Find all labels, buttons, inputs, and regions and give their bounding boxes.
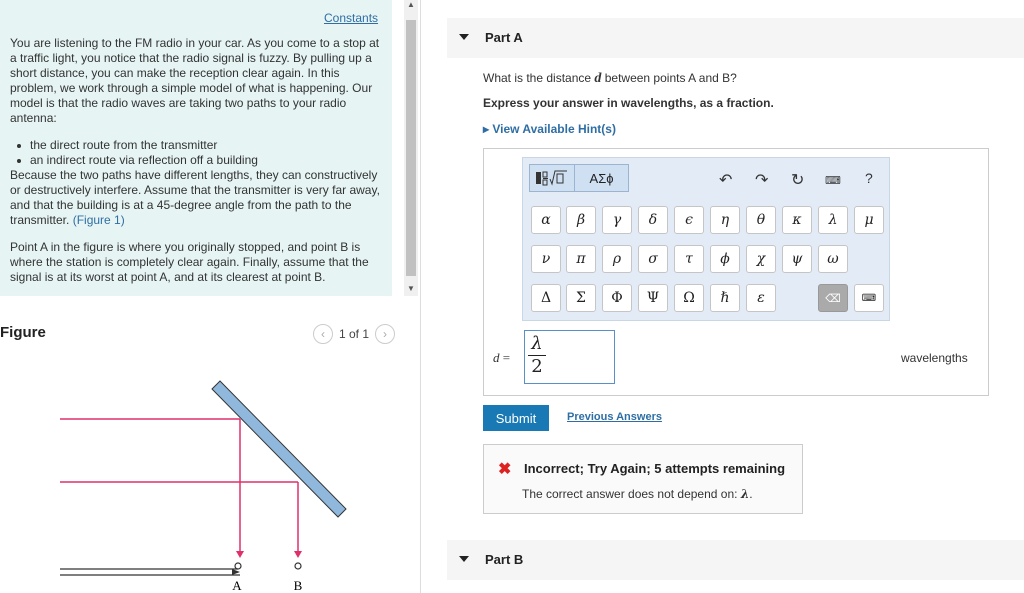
key-hbar[interactable]: ℏ	[710, 284, 740, 312]
answer-eq: =	[502, 350, 511, 365]
point-a-label: A	[232, 578, 242, 593]
incorrect-x-icon: ✖	[498, 461, 512, 478]
part-a-label: Part A	[485, 30, 523, 45]
reset-icon[interactable]: ↻	[791, 172, 805, 189]
point-b-marker	[295, 563, 301, 569]
next-figure-icon[interactable]: ›	[375, 324, 395, 344]
ray-arrow-a-icon	[236, 551, 244, 558]
template-tabs	[529, 164, 629, 192]
problem-scrollbar[interactable]	[404, 0, 418, 296]
scroll-thumb[interactable]	[406, 20, 416, 276]
keyboard-icon[interactable]: ⌨	[825, 175, 841, 187]
problem-para2	[10, 168, 382, 228]
submit-button[interactable]: Submit	[483, 405, 549, 431]
key-eta[interactable]: η	[710, 206, 740, 234]
fraction-template-button[interactable]	[530, 165, 575, 191]
key-omega[interactable]: ω	[818, 245, 848, 273]
pager-text: 1 of 1	[339, 327, 370, 341]
fraction-numerator: λ	[531, 333, 543, 354]
key-tau[interactable]: τ	[674, 245, 704, 273]
para2-text: Because the two paths have different lengths, they can constructively or destructively interfere. Assume that the transmitter is very far away, and that the building is at a 45-degree angle from the path to the transmitter.	[10, 168, 380, 227]
key-theta[interactable]: θ	[746, 206, 776, 234]
undo-icon[interactable]: ↶	[719, 172, 733, 189]
feedback-title: Incorrect; Try Again; 5 attempts remaining	[524, 461, 786, 476]
bullet-indirect-route: an indirect route via reflection off a building	[30, 153, 370, 168]
road-arrow-icon	[232, 569, 240, 575]
ray-arrow-b-icon	[294, 551, 302, 558]
part-b-header[interactable]	[447, 540, 1024, 580]
key-sigma[interactable]: σ	[638, 245, 668, 273]
constants-link[interactable]: Constants	[324, 11, 379, 25]
fraction-denominator: 2	[531, 356, 543, 377]
panel-divider	[420, 0, 421, 593]
help-icon[interactable]: ?	[865, 170, 873, 186]
key-phi-upper[interactable]: Φ	[602, 284, 632, 312]
redo-icon[interactable]: ↷	[755, 172, 769, 189]
point-b-label: B	[293, 578, 303, 593]
key-psi-upper[interactable]: Ψ	[638, 284, 668, 312]
key-kappa[interactable]: κ	[782, 206, 812, 234]
answer-label	[493, 350, 510, 366]
figure-title: Figure	[0, 324, 46, 341]
problem-para3: Point A in the figure is where you originally stopped, and point B is where the station is completely clear again. Finally, assume that the signal is at its worst at point A, and at its clearest at point B.	[10, 240, 369, 284]
instruction-text: Express your answer in wavelengths, as a fraction.	[483, 96, 774, 110]
bullet-direct-route: the direct route from the transmitter	[30, 138, 370, 153]
fraction-sqrt-icon	[534, 169, 570, 187]
scroll-up-arrow-icon[interactable]: ▲	[407, 0, 415, 9]
key-pi[interactable]: π	[566, 245, 596, 273]
key-lambda[interactable]: λ	[818, 206, 848, 234]
question-post: between points A and B?	[601, 71, 737, 85]
key-psi[interactable]: ψ	[782, 245, 812, 273]
question-var: d	[594, 71, 602, 86]
key-phi[interactable]: ϕ	[710, 245, 740, 273]
question-pre: What is the distance	[483, 71, 595, 85]
answer-fraction	[528, 334, 546, 377]
key-rho[interactable]: ρ	[602, 245, 632, 273]
key-epsilon[interactable]: ϵ	[674, 206, 704, 234]
prev-figure-icon[interactable]: ‹	[313, 324, 333, 344]
hints-label: View Available Hint(s)	[492, 122, 616, 136]
keyboard-toggle-icon[interactable]: ⌨	[854, 284, 884, 312]
point-a-marker	[235, 563, 241, 569]
key-alpha[interactable]: α	[531, 206, 561, 234]
part-b-label: Part B	[485, 552, 524, 567]
problem-statement	[0, 0, 392, 296]
feedback-message	[522, 487, 753, 501]
collapse-triangle-icon[interactable]	[459, 34, 469, 40]
key-delta-upper[interactable]: Δ	[531, 284, 561, 312]
view-hints-link[interactable]: ▸ View Available Hint(s)	[483, 122, 616, 136]
backspace-icon[interactable]: ⌫	[818, 284, 848, 312]
key-beta[interactable]: β	[566, 206, 596, 234]
key-sigma-upper[interactable]: Σ	[566, 284, 596, 312]
answer-var: d	[493, 350, 500, 365]
feedback-var: λ	[740, 487, 750, 501]
figure-link[interactable]: (Figure 1)	[72, 213, 125, 227]
key-omega-upper[interactable]: Ω	[674, 284, 704, 312]
part-a-header[interactable]	[447, 18, 1024, 58]
key-nu[interactable]: ν	[531, 245, 561, 273]
scroll-down-arrow-icon[interactable]: ▼	[407, 284, 415, 293]
feedback-box	[483, 444, 803, 514]
figure-pager	[313, 324, 395, 344]
key-varepsilon[interactable]: ε	[746, 284, 776, 312]
previous-answers-link[interactable]: Previous Answers	[567, 411, 662, 423]
question-text	[483, 71, 737, 87]
feedback-text: The correct answer does not depend on:	[522, 487, 741, 501]
figure-diagram	[0, 375, 392, 593]
collapse-triangle-icon[interactable]	[459, 556, 469, 562]
greek-template-button[interactable]: ΑΣϕ	[589, 170, 614, 186]
key-chi[interactable]: χ	[746, 245, 776, 273]
key-delta[interactable]: δ	[638, 206, 668, 234]
key-mu[interactable]: μ	[854, 206, 884, 234]
key-gamma[interactable]: γ	[602, 206, 632, 234]
problem-intro: You are listening to the FM radio in your car. As you come to a stop at a traffic light, you notice that the radio signal is fuzzy. By pulling up a short distance, you can make the reception clear again. In this problem, we work through a simple model of what is happening. Our model is that the radio waves are taking two paths to your radio antenna:	[10, 36, 380, 125]
units-label: wavelengths	[901, 351, 968, 365]
feedback-end: .	[749, 487, 753, 501]
building-icon	[212, 381, 346, 517]
